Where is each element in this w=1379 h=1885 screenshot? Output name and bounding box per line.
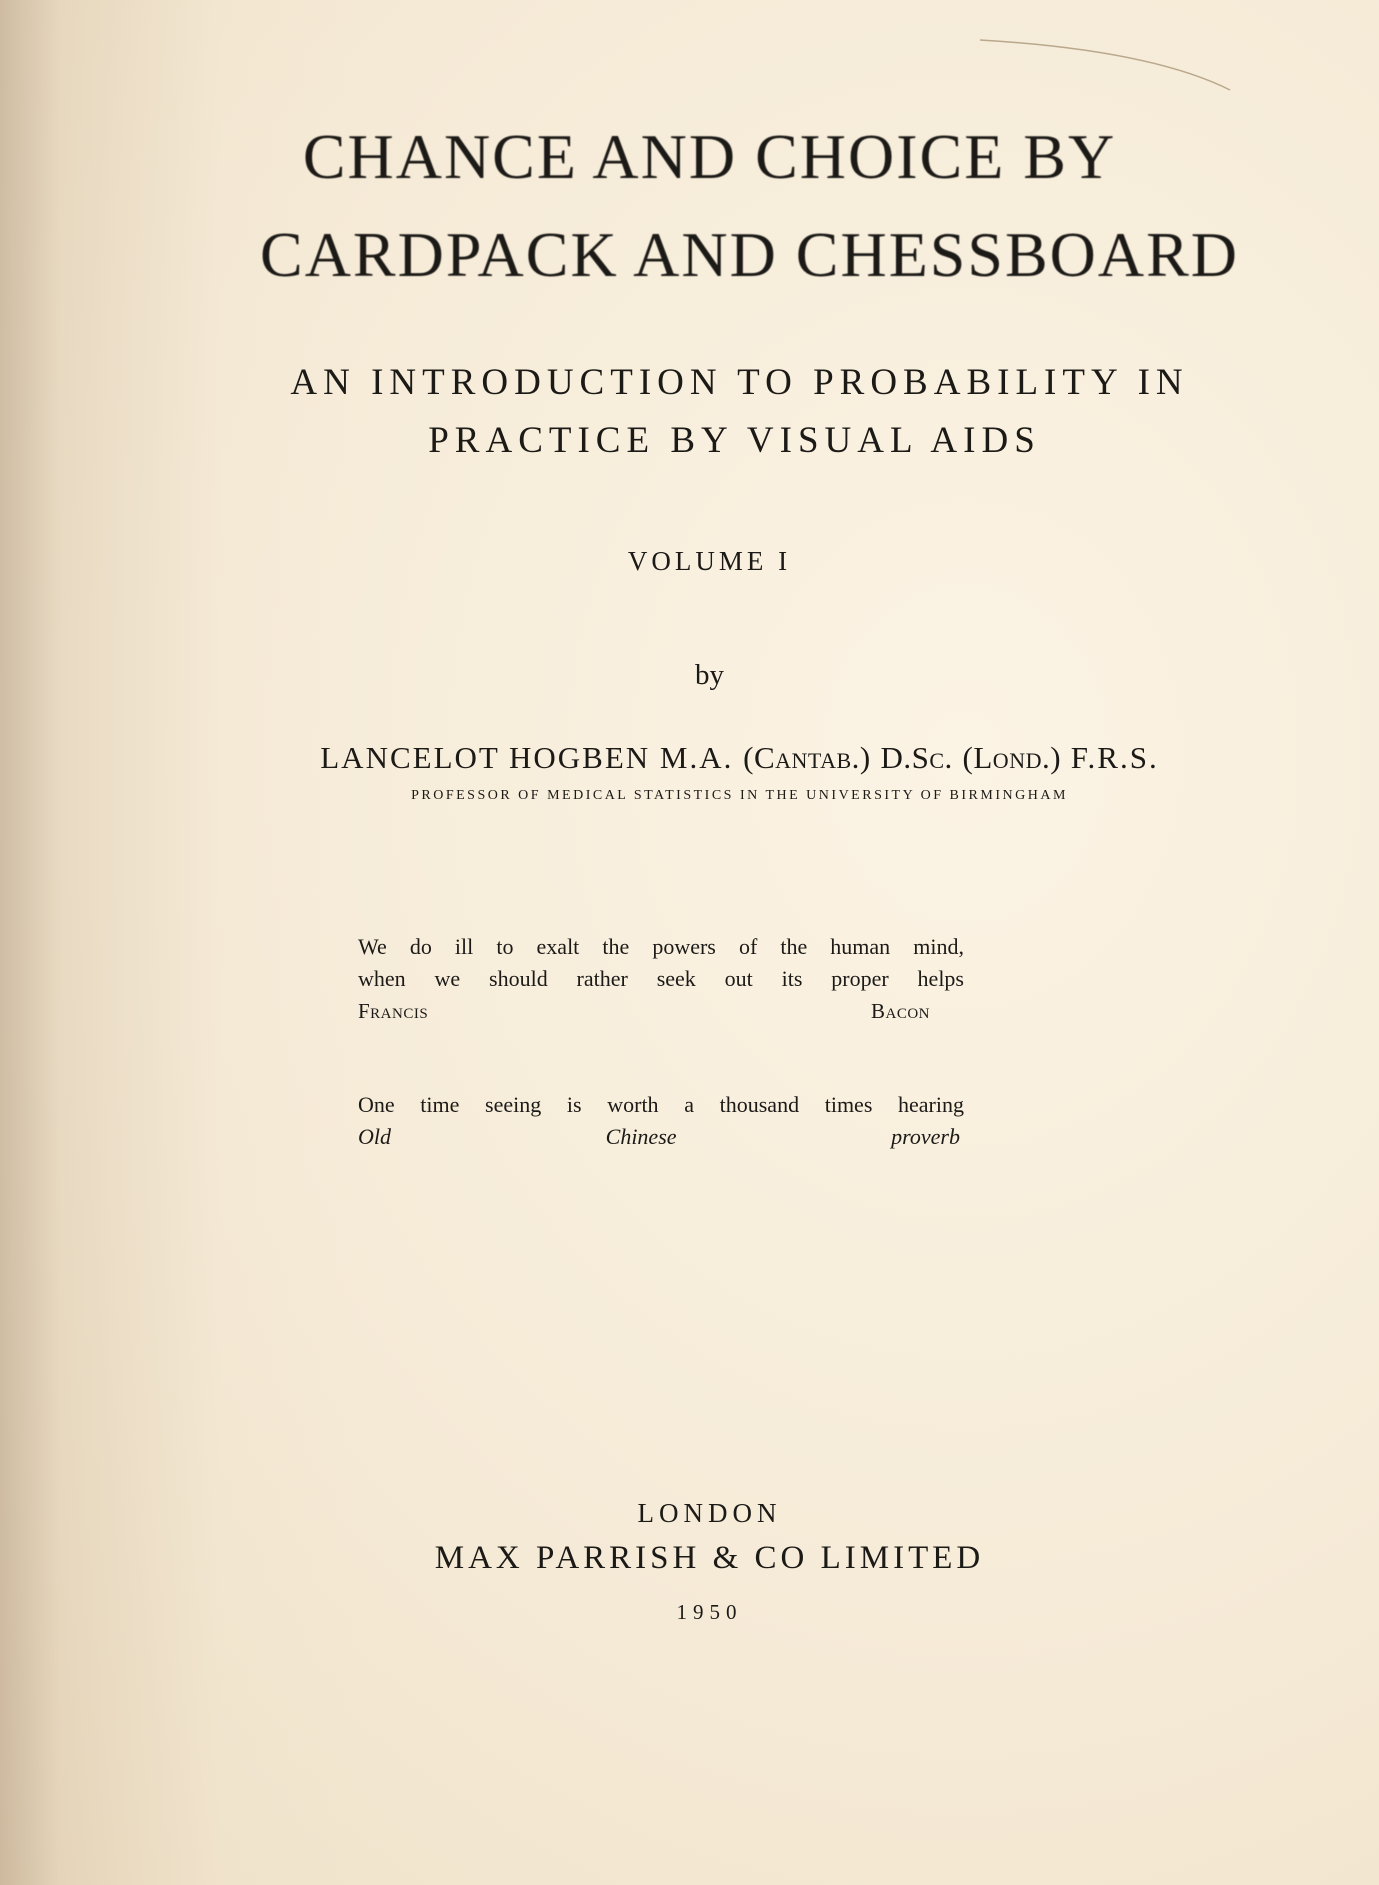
epigraph-line: We do ill to exalt the powers of the human mind,: [358, 934, 964, 959]
subtitle-line-1: AN INTRODUCTION TO PROBABILITY IN: [290, 362, 1189, 403]
author-degree-dsc: D.Sc.: [880, 740, 953, 775]
by-line: by: [695, 659, 724, 691]
author-degree-cantab: (Cantab.): [743, 740, 871, 775]
epigraph-attribution: Old Chinese proverb: [358, 1124, 960, 1149]
title-line-1: CHANCE AND CHOICE BY: [302, 121, 1117, 192]
author-degree-lond: (Lond.): [962, 740, 1062, 775]
epigraph-proverb: [358, 1089, 964, 1153]
author-line: [0, 740, 1379, 776]
epigraph-line: One time seeing is worth a thousand times hearing: [358, 1092, 964, 1117]
volume-label: VOLUME I: [627, 546, 792, 576]
epigraph-bacon: [358, 931, 964, 1027]
book-title: [0, 108, 1379, 304]
imprint-city: LONDON: [637, 1498, 782, 1528]
book-subtitle: [0, 354, 1379, 470]
subtitle-line-2: PRACTICE BY VISUAL AIDS: [428, 420, 1041, 461]
author-fellowship: F.R.S.: [1070, 740, 1159, 775]
epigraph-line: when we should rather seek out its proper helps: [358, 966, 964, 991]
author-name: LANCELOT HOGBEN M.A.: [320, 740, 734, 775]
epigraph-attribution: Francis Bacon: [358, 999, 930, 1023]
author-affiliation: PROFESSOR OF MEDICAL STATISTICS IN THE UNIVERSITY OF BIRMINGHAM: [411, 788, 1068, 803]
page-edge-shadow: [0, 0, 1379, 120]
imprint-year: 1950: [676, 1600, 743, 1624]
imprint-publisher: MAX PARRISH & CO LIMITED: [434, 1540, 985, 1576]
title-line-2: CARDPACK AND CHESSBOARD: [260, 219, 1239, 290]
